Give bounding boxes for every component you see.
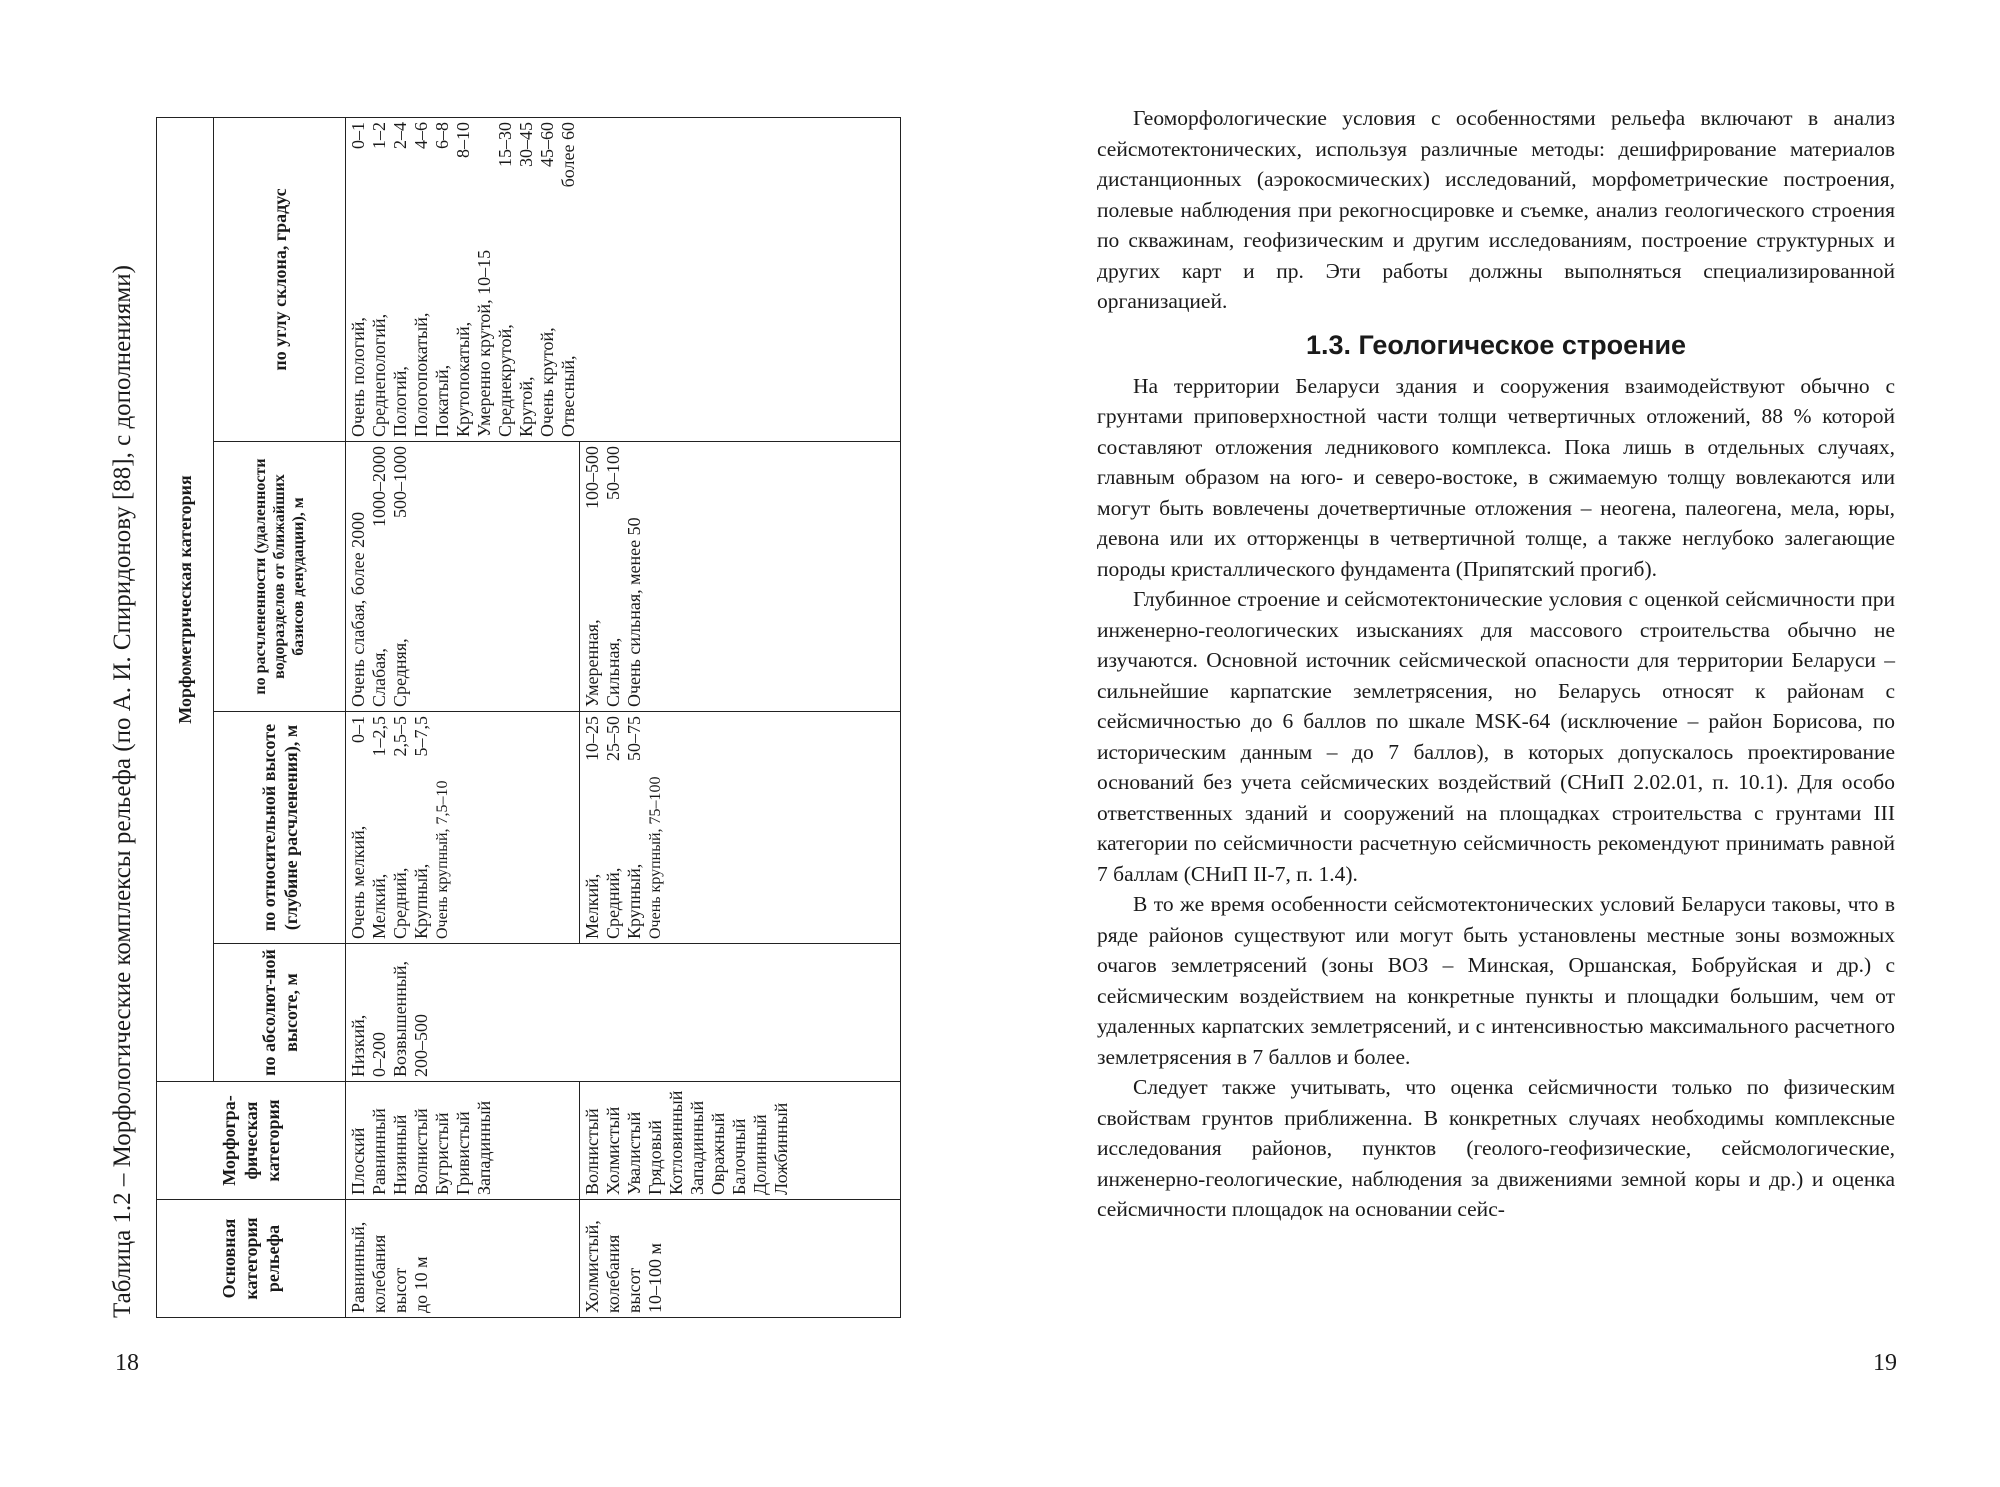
group1-morpho-cell: Плоский Равнинный Низинный Волнистый Бугристый Гривистый Западинный (346, 1082, 580, 1200)
header-morphometric: Морфометрическая категория (157, 117, 214, 1081)
slope-cell: Очень пологий, 0–1 Среднепологий, 1–2 Пологий, 2–4 Пологопокатый, 4–6 Покатый, 6–8 Крутопокатый, 8–10 Умеренно крутой, 10–15 Среднекрутой, 15–30 Крутой, 30–45 Очень крутой, 45–60 Отвесный, более 60 (346, 117, 901, 441)
header-morphographic: Морфогра-фическая категория (157, 1082, 346, 1200)
header-dissection: по расчлененности (удаленности водоразделов от ближайших базисов денудации), м (214, 442, 346, 712)
header-slope: по углу склона, градус (214, 117, 346, 441)
group2-dissection-cell: Умеренная, 100–500 Сильная, 50–100 Очень сильная, менее 50 (580, 442, 901, 712)
page-number-left: 18 (115, 1350, 139, 1376)
right-page (1000, 0, 2000, 1487)
table-caption: Таблица 1.2 – Морфологические комплексы рельефа (по А. И. Спиридонову [88], с дополнениями) (109, 265, 136, 1318)
group2-morpho-cell: Волнистый Холмистый Увалистый Грядовый Котловинный Западинный Овражный Балочный Долинный Ложбинный (580, 1082, 901, 1200)
group1-rel-cell: Очень мелкий, 0–1 Мелкий, 1–2,5 Средний, 2,5–5 Крупный, 5–7,5 Очень крупный, 7,5–10 (346, 712, 580, 944)
page-number-right: 19 (1873, 1350, 1897, 1376)
rotated-table-block (108, 108, 918, 1318)
paragraph-2: На территории Беларуси здания и сооружения взаимодействуют обычно с грунтами приповерхностной части толщи четвертичных отложений, 88 % которой составляют отложения ледникового комплекса. Пока лишь в отдельных случаях, главным образом на юго- и северо-востоке, в сжимаемую толщу вовлекаются или могут быть вовлечены дочетвертичные отложения – неогена, палеогена, мела, юры, девона или их отторженцы в четвертичной толще, а также неглубоко залегающие породы кристаллического фундамента (Припятский прогиб). (1097, 373, 1895, 581)
group1-dissection-cell: Очень слабая, более 2000 Слабая, 1000–2000 Средняя, 500–1000 (346, 442, 580, 712)
morphology-table (156, 117, 901, 1318)
section-heading: 1.3. Геологическое строение (1305, 329, 1687, 360)
paragraph-5: Следует также учитывать, что оценка сейсмичности только по физическим свойствам грунтов приближенна. В конкретных случаях необходимы комплексные исследования районов, пунктов (геолого-геофизические, сейсмологические, инженерно-геологические, наблюдения за движениями земной коры и др.) и оценка сейсмичности площадок на основании сейс- (1097, 1075, 1895, 1221)
group2-rel-cell: Мелкий, 10–25 Средний, 25–50 Крупный, 50–75 Очень крупный, 75–100 (580, 712, 901, 944)
table-row (346, 117, 580, 1317)
abs-height-cell: Низкий, 0–200 Возвышенный, 200–500 (346, 944, 901, 1082)
paragraph-4: В то же время особенности сейсмотектонических условий Беларуси таковы, что в ряде районов существуют или могут быть установлены местные зоны возможных очагов землетрясений (зоны ВОЗ – Минская, Оршанская, Бобруйская и др.) с сейсмическим воздействием на конкретные пункты и площадки большим, чем от удаленных карпатских землетрясений, и с интенсивностью максимального расчетного землетрясения в 7 баллов и более. (1097, 892, 1895, 1069)
header-rel-height: по относительной высоте (глубине расчленения), м (214, 712, 346, 944)
paragraph-3: Глубинное строение и сейсмотектонические условия с оценкой сейсмичности при инженерно-геологических изысканиях для массового строительства обычно не изучаются. Основной источник сейсмической опасности для территории Беларуси – сильнейшие карпатские землетрясения, но Беларусь относят к районам с сейсмичностью до 6 баллов по шкале MSK-64 (исключение – район Борисова, по историческим данным – до 7 баллов), в которых допускалось проектирование оснований без учета сейсмических воздействий (СНиП 2.02.01, п. 10.1). Для особо ответственных зданий и сооружений на площадках строительства с грунтами III категории по сейсмичности расчетную сейсмичность рекомендуют принимать равной 7 баллам (СНиП II-7, п. 1.4). (1097, 587, 1895, 886)
paragraph-1: Геоморфологические условия с особенностями рельефа включают в анализ сейсмотектонических, используя различные методы: дешифрирование материалов дистанционных (аэрокосмических) исследований, морфометрические построения, полевые наблюдения при рекогносцировке и съемке, анализ геологического строения по скважинам, геофизическим и другим исследованиям, построение структурных и других карт и пр. Эти работы должны выполняться специализированной организацией. (1097, 106, 1895, 313)
group1-main-cell: Равнинный, колебания высот до 10 м (346, 1200, 580, 1318)
header-main-category: Основная категория рельефа (157, 1200, 346, 1318)
body-text (1097, 103, 1895, 1225)
header-abs-height: по абсолют-ной высоте, м (214, 944, 346, 1082)
group2-main-cell: Холмистый, колебания высот 10–100 м (580, 1200, 901, 1318)
